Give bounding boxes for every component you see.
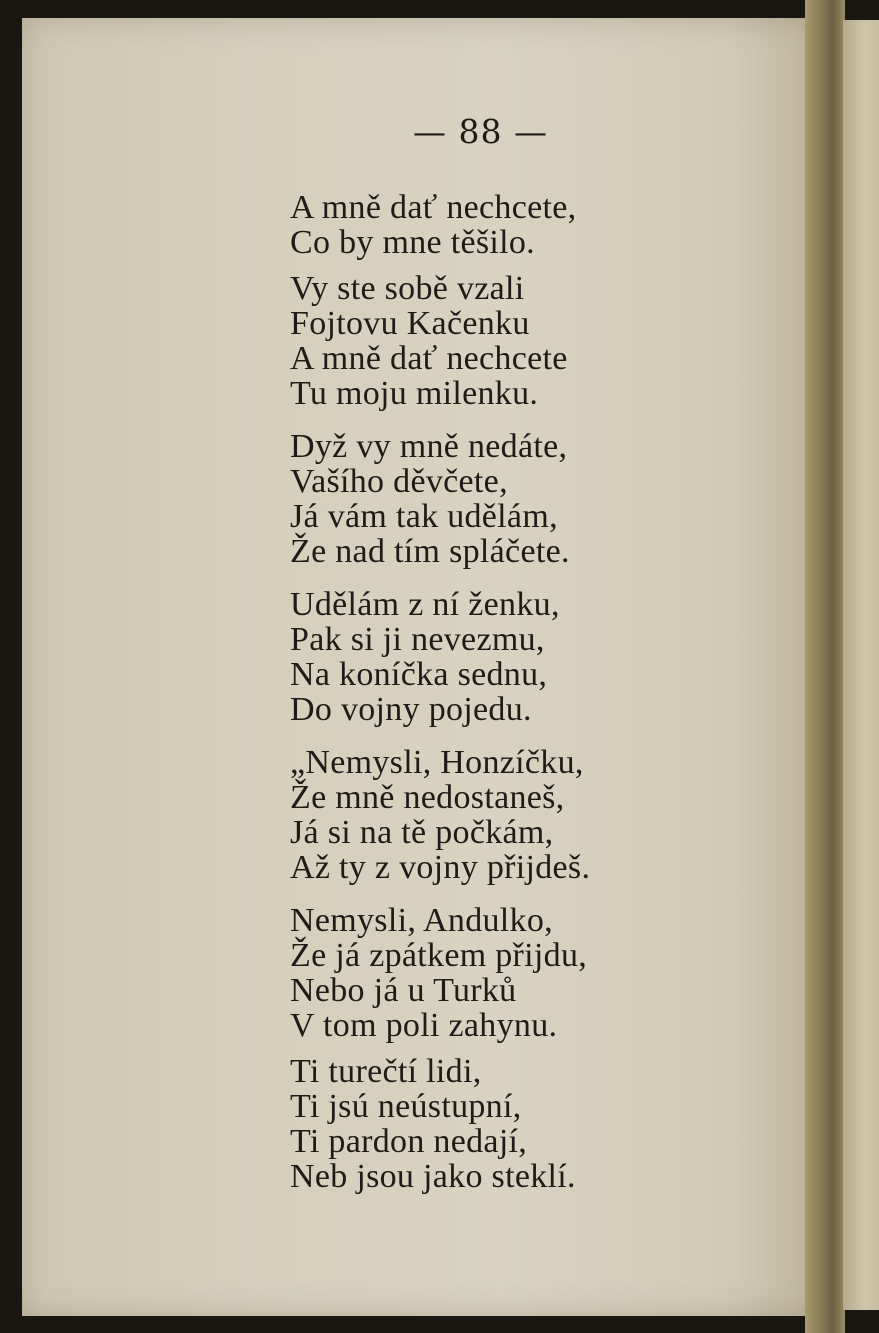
poem-line: Na koníčka sednu, (290, 656, 548, 693)
poem-line: Ti pardon nedají, (290, 1123, 528, 1160)
poem-line: Vašího děvčete, (290, 463, 508, 500)
stanza (290, 745, 590, 885)
poem-line: Tu moju milenku. (290, 375, 539, 412)
stanza (290, 271, 590, 411)
book-gutter (805, 0, 845, 1333)
poem-line: Že já zpátkem přijdu, (290, 937, 588, 974)
poem-line: Fojtovu Kačenku (290, 305, 530, 342)
poem-line: Vy ste sobě vzali (290, 270, 525, 307)
poem-line: Ti jsú neústupní, (290, 1088, 522, 1125)
poem-line: Do vojny pojedu. (290, 691, 532, 728)
poem-line: „Nemysli, Honzíčku, (290, 744, 584, 781)
poem-line: Pak si ji nevezmu, (290, 621, 545, 658)
poem-line: Neb jsou jako steklí. (290, 1158, 576, 1195)
poem-line: Že mně nedostaneš, (290, 779, 565, 816)
stanza (290, 190, 590, 260)
poem-line: A mně dať nechcete, (290, 189, 577, 226)
poem-line: Až ty z vojny přijdeš. (290, 849, 591, 886)
poem-line: Co by mne těšilo. (290, 224, 535, 261)
poem-line: Ti turečtí lidi, (290, 1053, 482, 1090)
poem-line: Já vám tak udělám, (290, 498, 558, 535)
poem-line: A mně dať nechcete (290, 340, 568, 377)
poem-line: Dyž vy mně nedáte, (290, 428, 568, 465)
stanza (290, 429, 590, 569)
stanza (290, 903, 590, 1043)
stanza (290, 1054, 590, 1194)
stanza (290, 587, 590, 727)
poem-text (290, 190, 590, 1205)
page-number: — 88 — (413, 112, 548, 151)
poem-line: Že nad tím spláčete. (290, 533, 570, 570)
poem-line: Nemysli, Andulko, (290, 902, 553, 939)
adjacent-page-edge (843, 20, 879, 1310)
poem-line: V tom poli zahynu. (290, 1007, 558, 1044)
poem-line: Nebo já u Turků (290, 972, 517, 1009)
poem-line: Udělám z ní ženku, (290, 586, 560, 623)
poem-line: Já si na tě počkám, (290, 814, 554, 851)
